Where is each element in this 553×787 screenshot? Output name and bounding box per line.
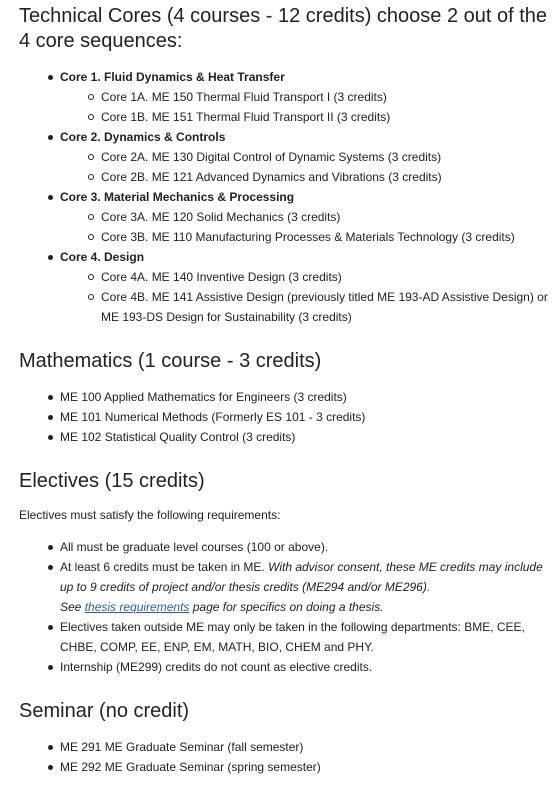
electives-intro: Electives must satisfy the following requirements: — [19, 508, 281, 522]
core-2-sublist — [60, 147, 553, 187]
mathematics-heading: Mathematics (1 course - 3 credits) — [19, 350, 322, 372]
core-sub-item: Core 4B. ME 141 Assistive Design (previously titled ME 193-AD Assistive Design) or ME 193-DS Design for Sustainability (3 credits) — [60, 287, 553, 327]
list-item: ME 101 Numerical Methods (Formerly ES 101 - 3 credits) — [19, 407, 553, 427]
list-item: ME 100 Applied Mathematics for Engineers (3 credits) — [19, 387, 553, 407]
core-4-item — [19, 247, 553, 327]
list-item — [19, 557, 553, 617]
list-item: ME 292 ME Graduate Seminar (spring semester) — [19, 757, 553, 777]
core-1-sublist — [60, 87, 553, 127]
thesis-note-text: page for specifics on doing a thesis. — [189, 600, 384, 614]
core-sub-item: Core 1B. ME 151 Thermal Fluid Transport II (3 credits) — [60, 107, 553, 127]
core-3-item — [19, 187, 553, 247]
electives-heading: Electives (15 credits) — [19, 470, 205, 492]
technical-cores-list — [19, 67, 553, 327]
core-title: Core 3. Material Mechanics & Processing — [60, 190, 295, 204]
core-4-sublist — [60, 267, 553, 327]
advisor-consent-note: With advisor consent, these ME credits may include up to 9 credits of project and/or thesis credits (ME294 and/or ME296). — [60, 560, 543, 594]
core-title: Core 1. Fluid Dynamics & Heat Transfer — [60, 70, 285, 84]
see-text: See — [60, 600, 85, 614]
list-item: Electives taken outside ME may only be taken in the following departments: BME, CEE, CHBE, COMP, EE, ENP, EM, MATH, BIO, CHEM and PHY. — [19, 617, 553, 657]
list-item: All must be graduate level courses (100 or above). — [19, 537, 553, 557]
core-sub-item: Core 2A. ME 130 Digital Control of Dynamic Systems (3 credits) — [60, 147, 553, 167]
seminar-heading: Seminar (no credit) — [19, 700, 190, 722]
thesis-requirements-link[interactable]: thesis requirements — [84, 600, 190, 614]
requirement-text: At least 6 credits must be taken in ME. — [60, 560, 269, 574]
mathematics-list — [19, 387, 553, 447]
electives-requirements-list — [19, 537, 553, 677]
core-sub-item: Core 4A. ME 140 Inventive Design (3 credits) — [60, 267, 553, 287]
core-3-sublist — [60, 207, 553, 247]
core-sub-item: Core 1A. ME 150 Thermal Fluid Transport I (3 credits) — [60, 87, 553, 107]
core-1-item — [19, 67, 553, 127]
core-title: Core 2. Dynamics & Controls — [60, 130, 226, 144]
seminar-list — [19, 737, 553, 777]
technical-cores-heading: Technical Cores (4 courses - 12 credits) choose 2 out of the 4 core sequences: — [19, 5, 548, 52]
core-title: Core 4. Design — [60, 250, 145, 264]
list-item: Internship (ME299) credits do not count as elective credits. — [19, 657, 553, 677]
core-sub-item: Core 3A. ME 120 Solid Mechanics (3 credits) — [60, 207, 553, 227]
list-item: ME 291 ME Graduate Seminar (fall semester) — [19, 737, 553, 757]
core-sub-item: Core 3B. ME 110 Manufacturing Processes & Materials Technology (3 credits) — [60, 227, 553, 247]
list-item: ME 102 Statistical Quality Control (3 credits) — [19, 427, 553, 447]
core-sub-item: Core 2B. ME 121 Advanced Dynamics and Vibrations (3 credits) — [60, 167, 553, 187]
core-2-item — [19, 127, 553, 187]
